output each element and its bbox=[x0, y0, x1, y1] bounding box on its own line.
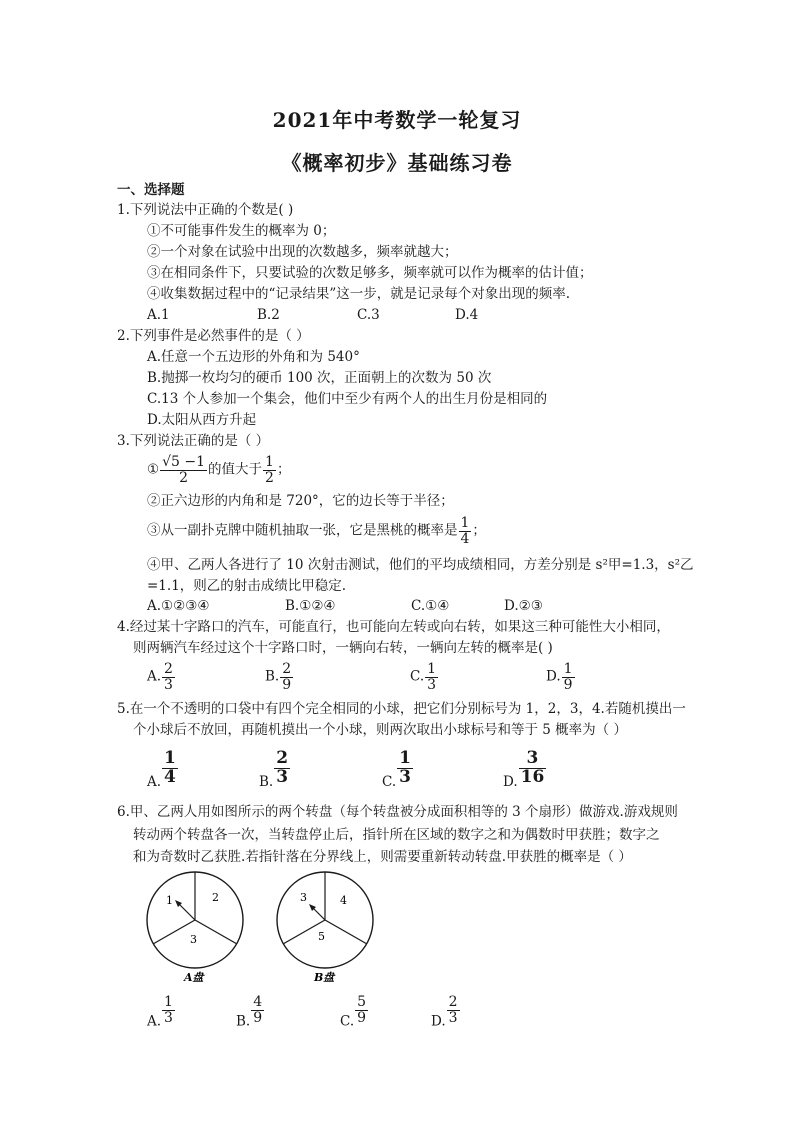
option-label: B. bbox=[259, 773, 274, 790]
numerator: 1 bbox=[265, 454, 274, 470]
q1-statement-2: ②一个对象在试验中出现的次数越多，频率就越大； bbox=[147, 244, 458, 260]
option-label: D. bbox=[431, 1013, 446, 1030]
q1-statement-4: ④收集数据过程中的“记录结果”这一步，就是记录每个对象出现的频率. bbox=[147, 286, 571, 302]
denominator: 2 bbox=[179, 469, 189, 486]
q3-s1-prefix: ① bbox=[147, 461, 160, 478]
option-label: A. bbox=[147, 773, 162, 790]
q4-option-c bbox=[410, 662, 439, 692]
fraction bbox=[160, 455, 207, 485]
page-title: 2021年中考数学一轮复习 bbox=[272, 108, 522, 132]
fraction bbox=[162, 995, 175, 1025]
spinner-a-sector-3: 3 bbox=[190, 933, 197, 946]
q6-stem-line3: 和为奇数时乙获胜.若指针落在分界线上，则需要重新转动转盘.甲获胜的概率是（ ） bbox=[133, 849, 632, 865]
denominator: 4 bbox=[460, 530, 470, 547]
q3-s3-text: ③从一副扑克牌中随机抽取一张，它是黑桃的概率是 bbox=[147, 522, 458, 539]
denominator: 4 bbox=[164, 766, 176, 787]
denominator: 3 bbox=[448, 1009, 458, 1026]
option-label: D. bbox=[503, 773, 518, 790]
numerator: 1 bbox=[399, 748, 411, 768]
q3-option-c: C.①④ bbox=[411, 598, 450, 614]
q1-stem: 1.下列说法中正确的个数是( ) bbox=[117, 202, 294, 218]
spinner-a-sector-2: 2 bbox=[212, 891, 219, 904]
fraction bbox=[562, 662, 575, 692]
section-heading: 一、选择题 bbox=[117, 182, 185, 198]
q6-option-b bbox=[236, 995, 265, 1030]
denominator: 9 bbox=[282, 676, 292, 693]
q6-stem-line2: 转动两个转盘各一次，当转盘停止后，指针所在区域的数字之和为偶数时甲获胜；数字之 bbox=[133, 827, 660, 843]
page-subtitle: 《概率初步》基础练习卷 bbox=[281, 151, 513, 175]
numerator: 5 bbox=[357, 994, 367, 1010]
denominator: 3 bbox=[427, 676, 437, 693]
fraction bbox=[251, 995, 264, 1025]
q3-stem: 3.下列说法正确的是（ ） bbox=[117, 433, 270, 449]
q6-option-a bbox=[147, 995, 176, 1030]
q1-option-d: D.4 bbox=[455, 307, 479, 323]
fraction bbox=[397, 750, 413, 787]
q3-statement-3 bbox=[147, 516, 486, 546]
q1-option-a: A.1 bbox=[147, 307, 170, 323]
q1-statement-1: ①不可能事件发生的概率为 0； bbox=[147, 223, 336, 239]
q2-option-b: B.抛掷一枚均匀的硬币 100 次，正面朝上的次数为 50 次 bbox=[147, 370, 492, 386]
spinner-a-diagram bbox=[140, 868, 252, 986]
spinner-b-sector-4: 4 bbox=[340, 894, 347, 907]
q4-stem-line2: 则两辆汽车经过这个十字路口时，一辆向右转，一辆向左转的概率是( ) bbox=[133, 640, 553, 656]
option-label: A. bbox=[147, 1013, 162, 1030]
fraction bbox=[274, 750, 290, 787]
q5-option-c bbox=[382, 750, 414, 790]
q3-statement-1 bbox=[147, 455, 290, 485]
option-label: B. bbox=[236, 1013, 251, 1030]
numerator: √5 −1 bbox=[162, 454, 206, 470]
q3-statement-4-line2: =1.1，则乙的射击成绩比甲稳定. bbox=[147, 578, 347, 594]
numerator: 1 bbox=[563, 661, 573, 677]
spinner-b-caption: B盘 bbox=[314, 971, 335, 984]
q5-option-a bbox=[147, 750, 179, 790]
denominator: 2 bbox=[265, 469, 274, 486]
option-label: A. bbox=[147, 668, 162, 685]
q2-option-c: C.13 个人参加一个集会，他们中至少有两个人的出生月份是相同的 bbox=[147, 391, 548, 407]
numerator: 1 bbox=[427, 661, 437, 677]
denominator: 9 bbox=[563, 676, 573, 693]
q3-s1-mid: 的值大于 bbox=[208, 461, 263, 478]
q4-stem-line1: 4.经过某十字路口的汽车，可能直行，也可能向左转或向右转，如果这三种可能性大小相同， bbox=[117, 619, 670, 635]
fraction bbox=[355, 995, 368, 1025]
option-label: C. bbox=[340, 1013, 355, 1030]
spinner-b-sector-3: 3 bbox=[300, 891, 307, 904]
spinner-a-divider bbox=[153, 920, 195, 944]
q2-stem: 2.下列事件是必然事件的是（ ） bbox=[117, 328, 310, 344]
option-label: D. bbox=[546, 668, 561, 685]
denominator: 9 bbox=[253, 1009, 263, 1026]
q3-option-b: B.①②④ bbox=[285, 598, 336, 614]
q5-option-d bbox=[503, 750, 547, 790]
q2-option-a: A.任意一个五边形的外角和为 540° bbox=[147, 349, 360, 365]
q4-option-d bbox=[546, 662, 576, 692]
q2-option-d: D.太阳从西方升起 bbox=[147, 412, 257, 428]
option-label: B. bbox=[265, 668, 280, 685]
numerator: 1 bbox=[164, 748, 176, 768]
q5-option-b bbox=[259, 750, 291, 790]
fraction bbox=[519, 750, 547, 787]
denominator: 9 bbox=[357, 1009, 367, 1026]
q1-option-c: C.3 bbox=[357, 307, 380, 323]
spinner-b-sector-5: 5 bbox=[318, 930, 325, 943]
fraction bbox=[280, 662, 293, 692]
q6-option-d bbox=[431, 995, 461, 1030]
numerator: 1 bbox=[460, 515, 470, 531]
denominator: 3 bbox=[276, 766, 289, 787]
q3-s3-end: ； bbox=[472, 522, 486, 539]
denominator: 3 bbox=[399, 766, 411, 787]
q6-option-c bbox=[340, 995, 369, 1030]
fraction bbox=[162, 750, 178, 787]
q4-option-b bbox=[265, 662, 294, 692]
q3-s1-end: ； bbox=[276, 461, 291, 478]
option-label: C. bbox=[382, 773, 397, 790]
denominator: 3 bbox=[164, 1009, 173, 1026]
fraction bbox=[459, 516, 472, 546]
q5-stem-line1: 5.在一个不透明的口袋中有四个完全相同的小球，把它们分别标号为 1，2，3，4.若随机摸出一 bbox=[117, 701, 686, 717]
numerator: 2 bbox=[448, 994, 458, 1010]
spinner-a-divider bbox=[195, 920, 237, 944]
fraction bbox=[447, 995, 460, 1025]
q4-option-a bbox=[147, 662, 176, 692]
spinner-a-sector-1: 1 bbox=[166, 894, 173, 907]
q1-statement-3: ③在相同条件下，只要试验的次数足够多，频率就可以作为概率的估计值； bbox=[147, 265, 593, 281]
fraction bbox=[263, 455, 276, 485]
option-label: C. bbox=[410, 668, 425, 685]
spinner-a-caption: A盘 bbox=[184, 971, 204, 984]
numerator: 3 bbox=[519, 750, 547, 769]
numerator: 2 bbox=[276, 748, 289, 768]
q3-statement-2: ②正六边形的内角和是 720°，它的边长等于半径； bbox=[147, 493, 454, 509]
denominator: 16 bbox=[520, 766, 545, 787]
q6-stem-line1: 6.甲、乙两人用如图所示的两个转盘（每个转盘被分成面积相等的 3 个扇形）做游戏.游戏规则 bbox=[117, 804, 678, 820]
spinner-b-divider bbox=[325, 920, 367, 944]
spinner-b-diagram bbox=[270, 868, 382, 986]
numerator: 1 bbox=[164, 994, 173, 1010]
numerator: 4 bbox=[253, 994, 263, 1010]
fraction bbox=[425, 662, 438, 692]
fraction bbox=[162, 662, 175, 692]
numerator: 2 bbox=[164, 661, 173, 677]
q1-option-b: B.2 bbox=[257, 307, 280, 323]
q3-option-a: A.①②③④ bbox=[147, 598, 210, 614]
q3-option-d: D.②③ bbox=[504, 598, 543, 614]
q5-stem-line2: 个小球后不放回，再随机摸出一个小球，则两次取出小球标号和等于 5 概率为（ ） bbox=[133, 722, 627, 738]
q3-statement-4-line1: ④甲、乙两人各进行了 10 次射击测试，他们的平均成绩相同，方差分别是 s²甲=1.3，s²乙 bbox=[147, 557, 694, 573]
numerator: 2 bbox=[282, 661, 292, 677]
denominator: 3 bbox=[164, 676, 173, 693]
